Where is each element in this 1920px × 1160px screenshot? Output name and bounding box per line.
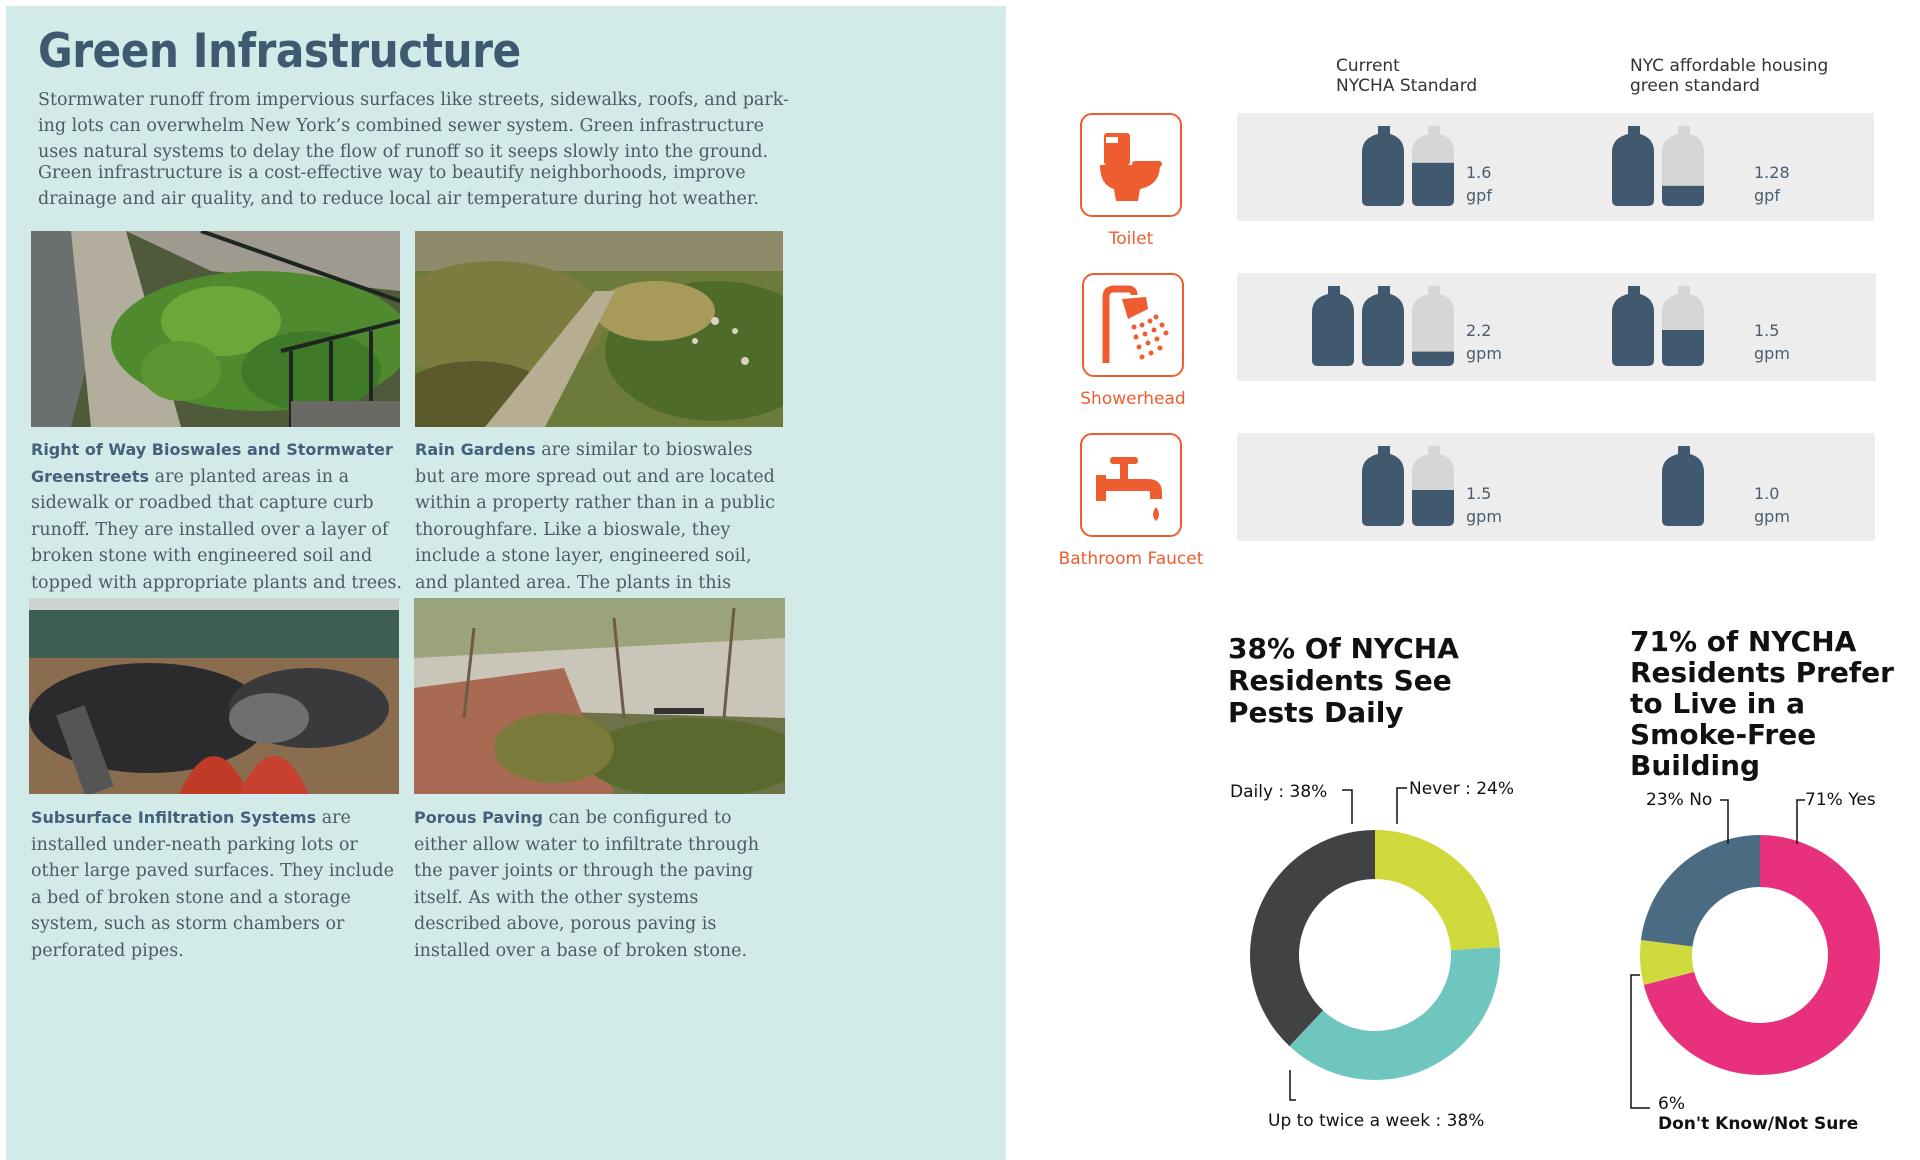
pests-donut-chart — [1200, 770, 1530, 1140]
showerhead-label: Showerhead — [1080, 389, 1186, 409]
toilet-green-number: 1.28 — [1754, 163, 1790, 182]
toilet-current-unit: gpf — [1466, 186, 1492, 205]
label-daily: Daily : 38% — [1230, 782, 1328, 802]
label-no: 23% No — [1646, 790, 1713, 810]
subsurface-term: Subsurface Infiltration Systems — [31, 808, 317, 827]
pests-chart-title: 38% Of NYCHA Residents See Pests Daily — [1228, 632, 1459, 729]
header-current-standard: Current NYCHA Standard — [1336, 56, 1478, 96]
label-twice-week: Up to twice a week : 38% — [1268, 1111, 1485, 1131]
showerhead-green-jug-2 — [1660, 286, 1706, 370]
smoke-free-chart-title: 71% of NYCHA Residents Prefer to Live in a Smoke-Free Building — [1630, 625, 1894, 782]
toilet-green-jug-2 — [1660, 126, 1706, 210]
pests-slice-3 — [1250, 830, 1375, 1046]
toilet-green-value — [1754, 161, 1790, 207]
showerhead-current-jug-2 — [1360, 284, 1406, 368]
smoke-free-donut-chart — [1600, 770, 1920, 1140]
showerhead-current-number: 2.2 — [1466, 321, 1492, 340]
toilet-current-number: 1.6 — [1466, 163, 1492, 182]
label-never: Never : 24% — [1409, 779, 1515, 799]
panel-title: Green Infrastructure — [38, 24, 521, 79]
subsurface-caption — [31, 805, 403, 964]
showerhead-green-value — [1754, 319, 1790, 365]
porous-paving-term: Porous Paving — [414, 808, 543, 827]
faucet-label: Bathroom Faucet — [1058, 549, 1204, 569]
faucet-green-jug-1 — [1660, 444, 1706, 528]
green-infrastructure-panel — [6, 6, 1006, 1160]
showerhead-current-value — [1466, 319, 1502, 365]
bioswale-term: Right of Way Bioswales and Stormwater Greenstreets — [31, 440, 393, 486]
faucet-green-number: 1.0 — [1754, 484, 1780, 503]
faucet-green-value — [1754, 482, 1790, 528]
header-green-standard: NYC affordable housing green standard — [1630, 56, 1829, 96]
toilet-green-unit: gpf — [1754, 186, 1780, 205]
showerhead-current-jug-3 — [1410, 286, 1456, 370]
leader-yes — [1797, 800, 1805, 844]
subsurface-infiltration-photo — [29, 598, 399, 794]
faucet-green-unit: gpm — [1754, 507, 1790, 526]
showerhead-green-unit: gpm — [1754, 344, 1790, 363]
label-yes: 71% Yes — [1805, 790, 1876, 810]
rain-garden-photo — [415, 231, 783, 427]
faucet-current-number: 1.5 — [1466, 484, 1492, 503]
toilet-icon — [1080, 113, 1182, 217]
showerhead-current-unit: gpm — [1466, 344, 1502, 363]
bioswale-text: are planted areas in a sidewalk or roadbed that capture curb runoff. They are installed over a layer of broken stone with engineered soil and topped with appropriate plants and trees. — [31, 466, 403, 593]
porous-paving-photo — [414, 598, 785, 794]
porous-paving-text: can be configured to either allow water to infiltrate through the paver joints or through the paving itself. As with the other systems described above, porous paving is installed over a base of broken stone. — [414, 808, 759, 961]
leader-daily — [1342, 790, 1352, 824]
porous-paving-caption — [414, 805, 786, 964]
faucet-current-jug-1 — [1360, 444, 1406, 528]
faucet-icon — [1080, 433, 1182, 537]
bioswale-photo — [31, 231, 400, 427]
subsurface-text: are installed under-neath parking lots or other large paved surfaces. They include a bed of broken stone and a storage system, such as storm chambers or perforated pipes. — [31, 808, 394, 961]
leader-no — [1720, 800, 1728, 844]
faucet-current-unit: gpm — [1466, 507, 1502, 526]
rain-garden-term: Rain Gardens — [415, 440, 536, 459]
toilet-label: Toilet — [1108, 229, 1154, 249]
showerhead-green-number: 1.5 — [1754, 321, 1780, 340]
showerhead-green-jug-1 — [1610, 284, 1656, 368]
faucet-current-jug-2 — [1410, 446, 1456, 530]
showerhead-green-jugs — [1540, 280, 1720, 370]
toilet-green-jugs — [1540, 120, 1720, 210]
label-dont-know: Don't Know/Not Sure — [1658, 1114, 1859, 1134]
intro-paragraph-2: Green infrastructure is a cost-effective way to beautify neighborhoods, improve drainage and air quality, and to reduce local air temperature during hot weather. — [38, 163, 759, 209]
bioswale-caption — [31, 437, 403, 596]
rain-garden-text: are similar to bioswales but are more spread out and are located within a property rather than in a public thoroughfare. Like a bioswale, they include a stone layer, engineered soil, and planted area. The plants in this — [415, 440, 775, 593]
toilet-current-value — [1466, 161, 1492, 207]
showerhead-current-jug-1 — [1310, 284, 1356, 368]
toilet-green-jug-1 — [1610, 124, 1656, 208]
showerhead-current-jugs — [1240, 280, 1470, 370]
faucet-current-jugs — [1240, 440, 1470, 530]
faucet-green-jugs — [1540, 440, 1720, 530]
smoke-slice-3 — [1641, 835, 1760, 946]
pests-slice-1 — [1375, 830, 1500, 950]
label-dont-know-pct: 6% — [1658, 1094, 1685, 1114]
leader-twice-week — [1290, 1070, 1296, 1100]
pests-slice-2 — [1289, 947, 1500, 1080]
intro-paragraph-1: Stormwater runoff from impervious surfaces like streets, sidewalks, roofs, and park-ing lots can overwhelm New York’s combined sewer system. Green infrastructure uses natural systems to delay the flow of runoff so it seeps slowly into the ground. — [38, 90, 789, 162]
toilet-current-jug-2 — [1410, 126, 1456, 210]
showerhead-icon — [1082, 273, 1184, 377]
faucet-current-value — [1466, 482, 1502, 528]
leader-never — [1397, 788, 1407, 824]
toilet-current-jug-1 — [1360, 124, 1406, 208]
toilet-current-jugs — [1240, 120, 1470, 210]
